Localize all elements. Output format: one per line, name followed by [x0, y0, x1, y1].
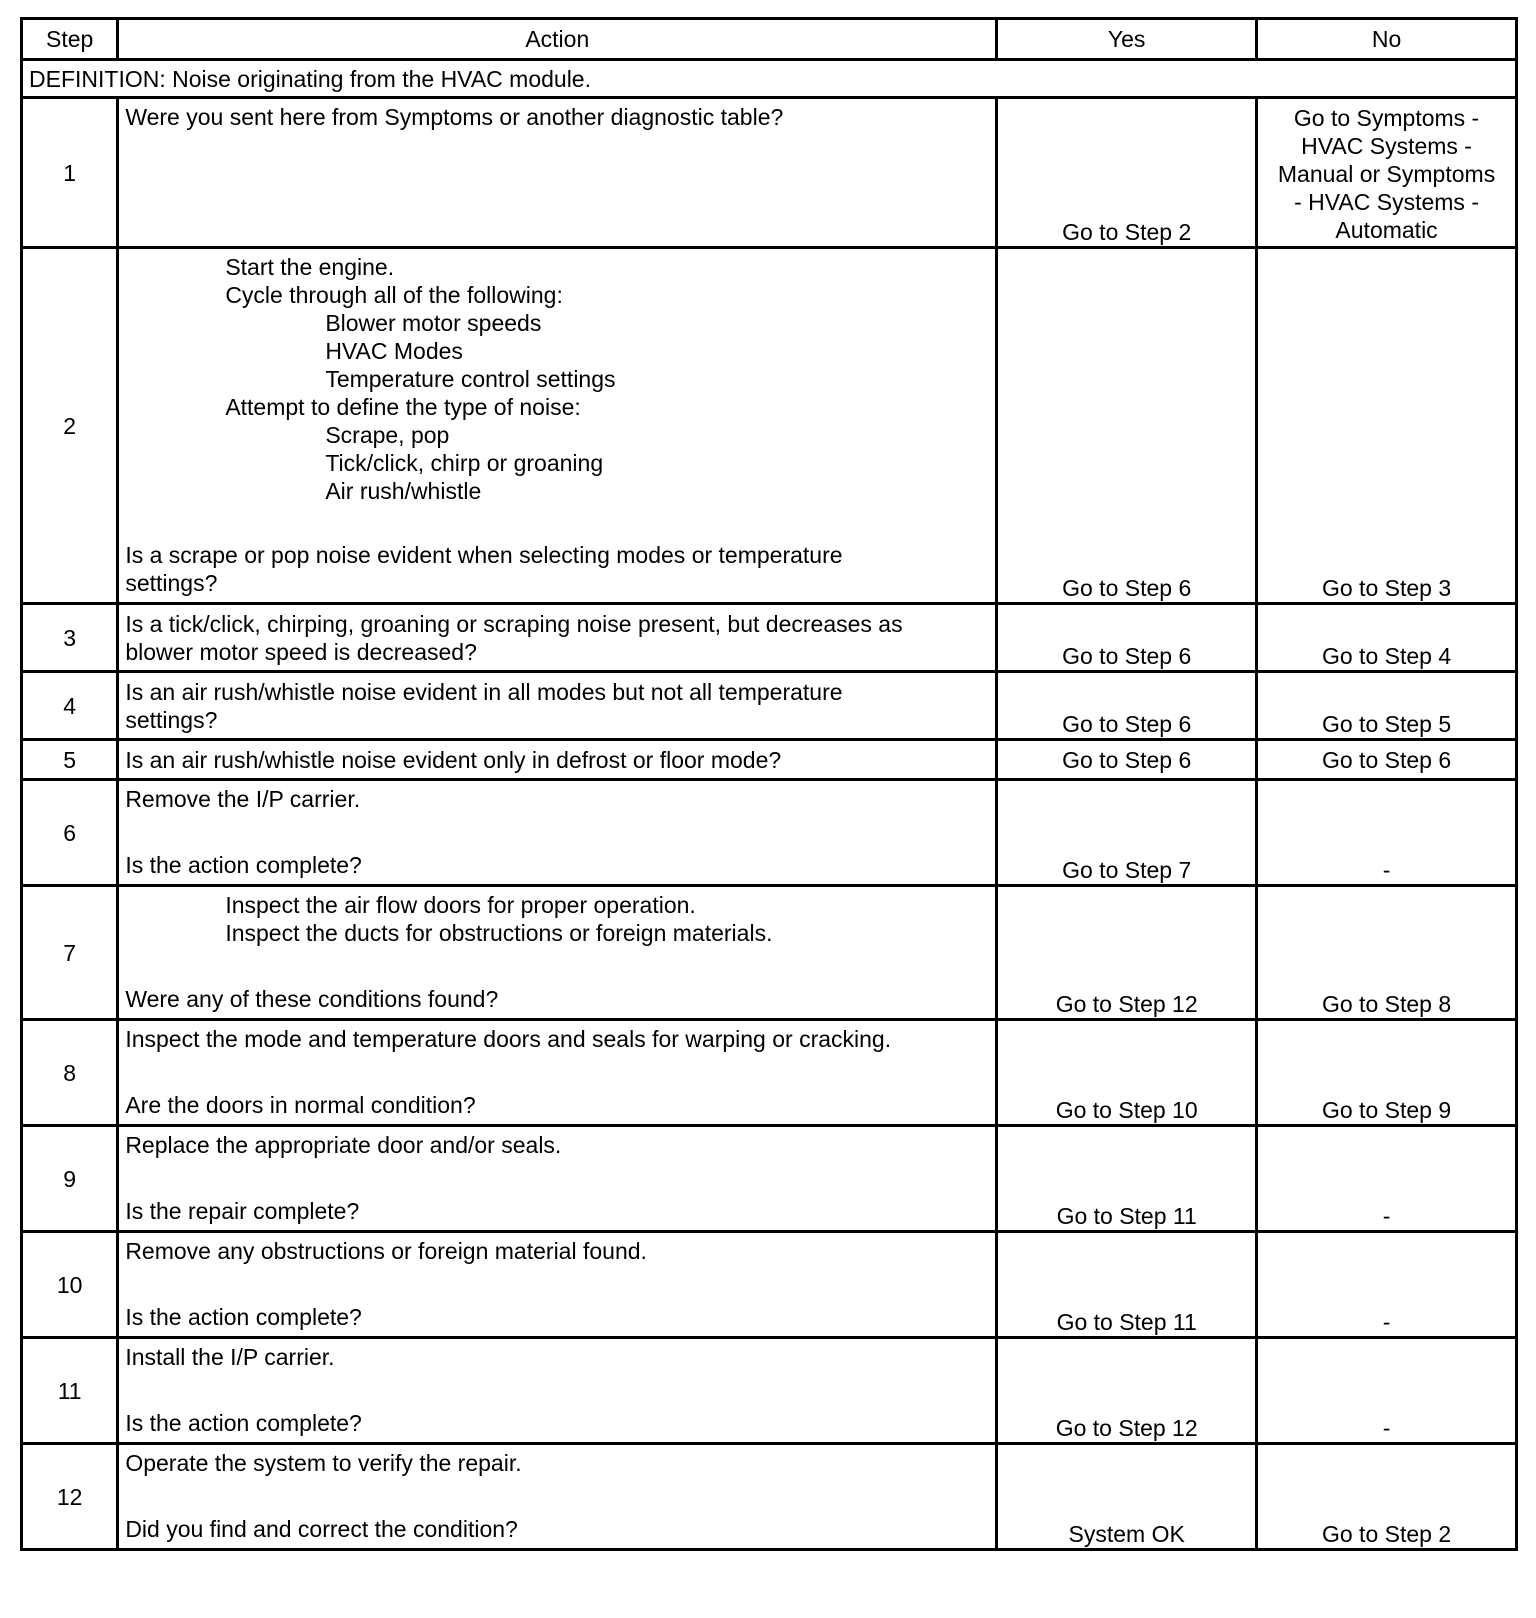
question-text: Did you find and correct the condition? [125, 1516, 518, 1542]
question-text: Is the action complete? [125, 1410, 362, 1436]
instruction-line: Inspect the mode and temperature doors and seals for warping or cracking. [125, 1026, 892, 1052]
instruction-list [125, 891, 989, 947]
yes-cell: System OK [997, 1444, 1257, 1550]
action-cell [118, 780, 997, 886]
question-line: Is an air rush/whistle noise evident in all modes but not all temperature [125, 678, 843, 705]
yes-cell: Go to Step 7 [997, 780, 1257, 886]
action-cell [118, 672, 997, 740]
no-cell: Go to Step 6 [1257, 740, 1517, 780]
no-line: HVAC Systems - [1301, 133, 1472, 159]
instruction-line: Remove any obstructions or foreign material found. [125, 1238, 647, 1264]
yes-cell: Go to Step 10 [997, 1020, 1257, 1126]
no-cell: Go to Step 5 [1257, 672, 1517, 740]
instruction-line: Inspect the air flow doors for proper operation. [225, 892, 696, 918]
instruction-line: Install the I/P carrier. [125, 1344, 335, 1370]
table-row [22, 98, 1517, 248]
table-row [22, 604, 1517, 672]
no-line: Manual or Symptoms [1277, 161, 1496, 187]
instruction-line: Replace the appropriate door and/or seals. [125, 1132, 562, 1158]
step-number: 10 [22, 1232, 118, 1338]
instruction-line: Inspect the ducts for obstructions or foreign materials. [225, 920, 773, 946]
table-row [22, 740, 1517, 780]
question-text: Is the action complete? [125, 1304, 362, 1330]
yes-cell: Go to Step 6 [997, 604, 1257, 672]
step-number: 7 [22, 886, 118, 1020]
definition-row [22, 60, 1517, 98]
yes-cell: Go to Step 11 [997, 1232, 1257, 1338]
instruction-line: Scrape, pop [325, 422, 450, 448]
action-cell [118, 248, 997, 604]
table-row [22, 780, 1517, 886]
no-cell: - [1257, 780, 1517, 886]
step-number: 5 [22, 740, 118, 780]
question-line: settings? [125, 706, 218, 733]
question-text: Were you sent here from Symptoms or another diagnostic table? [125, 104, 784, 130]
instruction-list [125, 253, 989, 505]
action-cell [118, 886, 997, 1020]
yes-cell: Go to Step 2 [997, 98, 1257, 248]
no-cell: - [1257, 1338, 1517, 1444]
header-row [22, 19, 1517, 60]
no-cell: Go to Step 3 [1257, 248, 1517, 604]
step-number: 12 [22, 1444, 118, 1550]
header-no: No [1257, 19, 1517, 60]
action-cell [118, 98, 997, 248]
instruction-line: Air rush/whistle [325, 478, 482, 504]
instruction-line: Tick/click, chirp or groaning [325, 450, 604, 476]
no-cell [1257, 98, 1517, 248]
instruction-line: HVAC Modes [325, 338, 463, 364]
table-row [22, 1232, 1517, 1338]
question-text: Were any of these conditions found? [125, 986, 499, 1012]
instruction-line: Operate the system to verify the repair. [125, 1450, 522, 1476]
definition-text: DEFINITION: Noise originating from the HVAC module. [22, 60, 1517, 98]
no-cell: - [1257, 1232, 1517, 1338]
table-row [22, 1020, 1517, 1126]
action-cell [118, 604, 997, 672]
instruction-line: Cycle through all of the following: [225, 282, 563, 308]
header-action: Action [118, 19, 997, 60]
yes-cell: Go to Step 6 [997, 248, 1257, 604]
header-step: Step [22, 19, 118, 60]
instruction-line: Attempt to define the type of noise: [225, 394, 581, 420]
yes-cell: Go to Step 12 [997, 1338, 1257, 1444]
step-number: 2 [22, 248, 118, 604]
no-cell: Go to Step 8 [1257, 886, 1517, 1020]
no-cell: Go to Step 4 [1257, 604, 1517, 672]
instruction-line: Blower motor speeds [325, 310, 542, 336]
header-yes: Yes [997, 19, 1257, 60]
step-number: 3 [22, 604, 118, 672]
question-text: Is the repair complete? [125, 1198, 360, 1224]
question-line: Is a tick/click, chirping, groaning or scraping noise present, but decreases as [125, 610, 903, 637]
step-number: 11 [22, 1338, 118, 1444]
action-cell [118, 1338, 997, 1444]
diagnostic-table [20, 17, 1518, 1551]
action-cell [118, 1020, 997, 1126]
instruction-line: Remove the I/P carrier. [125, 786, 361, 812]
table-row [22, 1338, 1517, 1444]
step-number: 8 [22, 1020, 118, 1126]
step-number: 9 [22, 1126, 118, 1232]
yes-cell: Go to Step 12 [997, 886, 1257, 1020]
step-number: 4 [22, 672, 118, 740]
action-cell [118, 1126, 997, 1232]
no-line: - HVAC Systems - [1294, 189, 1479, 215]
question-text [125, 541, 989, 597]
yes-cell: Go to Step 11 [997, 1126, 1257, 1232]
action-cell [118, 1232, 997, 1338]
instruction-line: Temperature control settings [325, 366, 616, 392]
question-line: settings? [125, 570, 218, 596]
no-line: Automatic [1335, 217, 1438, 243]
question-line: Is a scrape or pop noise evident when selecting modes or temperature [125, 542, 843, 568]
no-line: Go to Symptoms - [1293, 105, 1480, 131]
table-row [22, 1444, 1517, 1550]
step-number: 1 [22, 98, 118, 248]
no-cell: - [1257, 1126, 1517, 1232]
action-cell [118, 1444, 997, 1550]
table-row [22, 886, 1517, 1020]
question-text: Is the action complete? [125, 852, 362, 878]
action-cell: Is an air rush/whistle noise evident only in defrost or floor mode? [118, 740, 997, 780]
table-row [22, 248, 1517, 604]
no-cell: Go to Step 2 [1257, 1444, 1517, 1550]
table-row [22, 1126, 1517, 1232]
instruction-line: Start the engine. [225, 254, 395, 280]
question-line: blower motor speed is decreased? [125, 638, 477, 665]
question-text: Are the doors in normal condition? [125, 1092, 476, 1118]
table-row [22, 672, 1517, 740]
yes-cell: Go to Step 6 [997, 740, 1257, 780]
yes-cell: Go to Step 6 [997, 672, 1257, 740]
step-number: 6 [22, 780, 118, 886]
no-cell: Go to Step 9 [1257, 1020, 1517, 1126]
